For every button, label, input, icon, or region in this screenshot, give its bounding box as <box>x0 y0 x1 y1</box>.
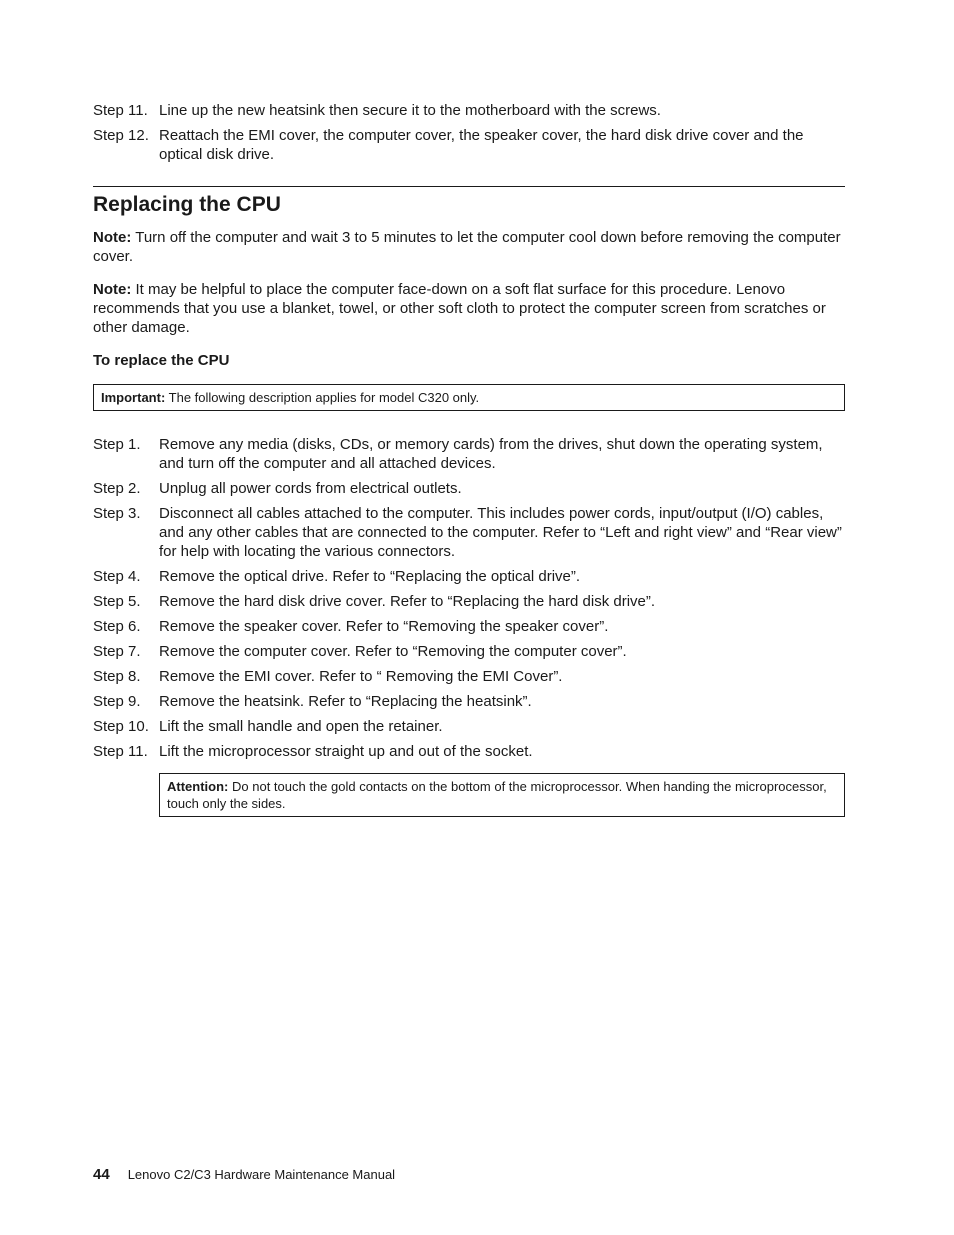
important-box <box>93 384 845 411</box>
step-text: Lift the small handle and open the retainer. <box>159 718 443 735</box>
page-content <box>93 101 845 817</box>
attention-label: Attention: <box>167 779 229 794</box>
step-item <box>93 692 845 711</box>
step-label: Step 11. <box>93 743 148 760</box>
step-item <box>93 642 845 661</box>
page-footer <box>93 1166 395 1184</box>
step-label: Step 1. <box>93 436 141 453</box>
step-label: Step 10. <box>93 718 149 735</box>
note-text: It may be helpful to place the computer face-down on a soft flat surface for this procedure. Lenovo recommends that you use a blanket, towel, or other soft cloth to protect the computer screen from scratches or other damage. <box>93 281 826 336</box>
important-label: Important: <box>101 390 166 405</box>
step-item <box>93 126 845 164</box>
step-item <box>93 742 845 761</box>
step-label: Step 6. <box>93 618 141 635</box>
step-label: Step 3. <box>93 505 141 522</box>
step-text: Remove the EMI cover. Refer to “ Removing the EMI Cover”. <box>159 668 563 685</box>
procedure-title: To replace the CPU <box>93 352 230 369</box>
step-label: Step 12. <box>93 127 149 144</box>
attention-text: Do not touch the gold contacts on the bottom of the microprocessor. When handing the microprocessor, touch only the sides. <box>167 779 827 811</box>
step-item <box>93 617 845 636</box>
step-text: Reattach the EMI cover, the computer cover, the speaker cover, the hard disk drive cover and the optical disk drive. <box>159 127 804 163</box>
procedure-steps <box>93 435 845 761</box>
step-label: Step 9. <box>93 693 141 710</box>
step-text: Remove the computer cover. Refer to “Removing the computer cover”. <box>159 643 627 660</box>
important-text: The following description applies for model C320 only. <box>168 390 480 405</box>
step-item <box>93 567 845 586</box>
step-label: Step 11. <box>93 102 148 119</box>
step-text: Remove the speaker cover. Refer to “Removing the speaker cover”. <box>159 618 609 635</box>
note-label: Note: <box>93 229 132 246</box>
step-text: Disconnect all cables attached to the computer. This includes power cords, input/output (I/O) cables, and any other cables that are connected to the computer. Refer to “Left and right view” and “Rear view” for help with locating the various connectors. <box>159 505 842 560</box>
note-label: Note: <box>93 281 132 298</box>
note-cool-down <box>93 228 845 266</box>
step-text: Line up the new heatsink then secure it to the motherboard with the screws. <box>159 102 661 119</box>
step-text: Remove the optical drive. Refer to “Replacing the optical drive”. <box>159 568 581 585</box>
step-text: Unplug all power cords from electrical outlets. <box>159 480 462 497</box>
page-number: 44 <box>93 1166 110 1183</box>
section-divider <box>93 186 845 187</box>
step-item <box>93 717 845 736</box>
step-item <box>93 504 845 561</box>
step-text: Lift the microprocessor straight up and out of the socket. <box>159 743 533 760</box>
step-item <box>93 101 845 120</box>
step-text: Remove any media (disks, CDs, or memory cards) from the drives, shut down the operating system, and turn off the computer and all attached devices. <box>159 436 823 472</box>
manual-title: Lenovo C2/C3 Hardware Maintenance Manual <box>127 1167 396 1182</box>
step-item <box>93 592 845 611</box>
step-label: Step 4. <box>93 568 141 585</box>
step-label: Step 2. <box>93 480 141 497</box>
step-text: Remove the hard disk drive cover. Refer to “Replacing the hard disk drive”. <box>159 593 656 610</box>
note-face-down <box>93 280 845 337</box>
step-item <box>93 667 845 686</box>
step-label: Step 5. <box>93 593 141 610</box>
step-item <box>93 479 845 498</box>
step-label: Step 8. <box>93 668 141 685</box>
step-text: Remove the heatsink. Refer to “Replacing the heatsink”. <box>159 693 532 710</box>
note-text: Turn off the computer and wait 3 to 5 minutes to let the computer cool down before removing the computer cover. <box>93 229 841 265</box>
step-item <box>93 435 845 473</box>
step-label: Step 7. <box>93 643 141 660</box>
attention-box <box>159 773 845 817</box>
section-title: Replacing the CPU <box>93 193 281 216</box>
